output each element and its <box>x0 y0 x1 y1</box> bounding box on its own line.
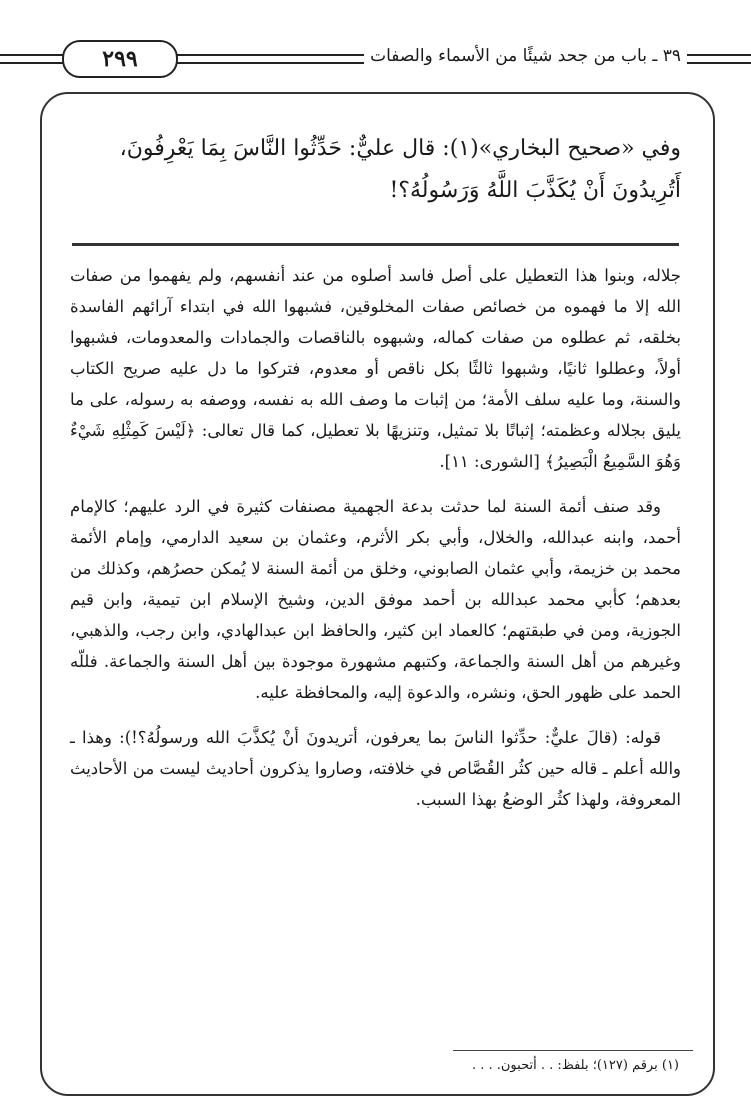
hadith-line: أَتُرِيدُونَ أَنْ يُكَذَّبَ اللَّهُ وَرَسُولُهُ؟! <box>389 178 681 203</box>
commentary-body <box>70 260 681 829</box>
footnote-rule <box>453 1050 693 1051</box>
hadith-text <box>70 128 681 212</box>
hadith-line: وفي «صحيح البخاري»(١): قال عليٌّ: حَدِّثُوا النَّاسَ بِمَا يَعْرِفُونَ، <box>119 136 681 161</box>
page-header <box>0 0 751 80</box>
paragraph: جلاله، وبنوا هذا التعطيل على أصل فاسد أصلوه من عند أنفسهم، ولم يفهموا من صفات الله إلا ما فهموه من خصائص صفات المخلوقين، فشبهوا الله في ابتداء آرائهم الفاسدة بخلقه، ثم عطلوه من صفات كماله، وشبهوه بالناقصات والجمادات والمعدومات، فشبهوا أولاً، وعطلوا ثانيًا، وشبهوا ثالثًا بكل ناقص أو معدوم، فتركوا ما دل عليه صريح الكتاب والسنة، وما عليه سلف الأمة؛ من إثبات ما وصف الله به نفسه، ووصفه به رسوله، على ما يليق بجلاله وعظمته؛ إثباتًا بلا تمثيل، وتنزيهًا بلا تعطيل، كما قال تعالى: ﴿لَيْسَ كَمِثْلِهِ شَيْءٌ وَهُوَ السَّمِيعُ الْبَصِيرُ﴾ [الشورى: ١١]. <box>70 266 681 471</box>
chapter-title: ٣٩ ـ باب من جحد شيئًا من الأسماء والصفات <box>364 46 687 66</box>
paragraph: وقد صنف أئمة السنة لما حدثت بدعة الجهمية مصنفات كثيرة في الرد عليهم؛ كالإمام أحمد، وابنه عبدالله، والخلال، وأبي بكر الأثرم، وعثمان بن سعيد الدارمي، وإمام الأئمة محمد بن خزيمة، وأبي عثمان الصابوني، وخلق من أئمة السنة لا يُمكن حصرُهم، وكذلك من بعدهم؛ كأبي محمد عبدالله بن أحمد موفق الدين، وشيخ الإسلام ابن تيمية، وابن قيم الجوزية، ومن في طبقتهم؛ كالعماد ابن كثير، والحافظ ابن عبدالهادي، وابن رجب، والذهبي، وغيرهم من أهل السنة والجماعة، وكتبهم مشهورة موجودة بين أهل السنة والجماعة. فللّه الحمد على ظهور الحق، ونشره، والدعوة إليه، والمحافظة عليه. <box>70 497 681 702</box>
section-divider <box>72 243 679 246</box>
paragraph: قوله: (قالَ عليٌّ: حدِّثوا الناسَ بما يعرفون، أتريدونَ أنْ يُكذَّبَ الله ورسولُهُ؟!): وهذا ـ والله أعلم ـ قاله حين كثُر القُصَّاص في خلافته، وصاروا يذكرون أحاديث ليست من الأحاديث المعروفة، ولهذا كثُر الوضعُ بهذا السبب. <box>70 728 681 809</box>
footnote: (١) برقم (١٢٧)؛ بلفظ: . . أتحبون. . . . <box>471 1058 679 1073</box>
page-number: ٢٩٩ <box>62 40 178 78</box>
